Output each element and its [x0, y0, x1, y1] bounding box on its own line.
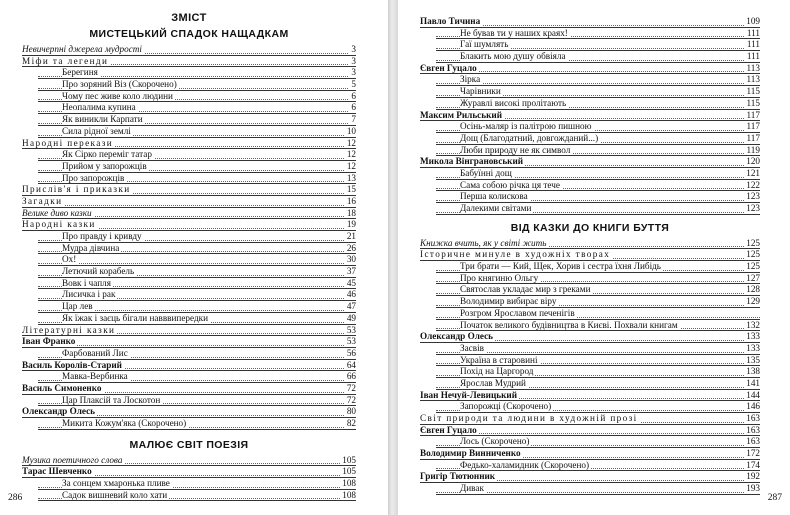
toc-entry-title: Дивак: [460, 483, 484, 494]
toc-entry: [436, 273, 760, 285]
toc-entry: [436, 86, 760, 98]
toc-entry: [436, 284, 760, 296]
toc-entry: [436, 460, 760, 472]
toc-entry: [436, 261, 760, 273]
toc-entry-title: Літературні казки: [22, 324, 116, 335]
toc-entry-page: 64: [346, 359, 356, 370]
toc-entry-heading: [420, 425, 760, 437]
toc-entry-heading: [420, 390, 760, 402]
toc-entry-heading: [22, 360, 356, 372]
right-page: [398, 0, 790, 515]
toc-entry: [436, 355, 760, 367]
toc-entry: [38, 254, 356, 266]
toc-entry-page: 122: [746, 179, 760, 190]
toc-entry: [38, 371, 356, 383]
toc-entry-title: Похід на Царгород: [460, 366, 534, 377]
toc-entry-title: За сонцем хмаронька пливе: [62, 478, 170, 489]
toc-entry: [436, 436, 760, 448]
toc-entry-title: Максим Рильський: [420, 109, 502, 120]
toc-entry-page: 15: [346, 184, 356, 195]
toc-entry: [436, 168, 760, 180]
toc-entry-page: 47: [346, 301, 356, 312]
toc-entry-heading: [22, 455, 356, 467]
toc-entry-page: 30: [346, 254, 356, 265]
toc-entry-page: 125: [746, 249, 760, 260]
toc-entry-title: Прислів'я і приказки: [22, 184, 131, 195]
toc-entry-page: 56: [346, 347, 356, 358]
toc-entry-page: 109: [746, 16, 760, 26]
section-title-heritage: МИСТЕЦЬКИЙ СПАДОК НАЩАДКАМ: [89, 28, 289, 40]
left-page: [0, 0, 388, 515]
toc-entry-title: Як їжак і заєць бігали навввипередки: [62, 312, 209, 323]
toc-entry-page: 105: [342, 454, 356, 465]
toc-entry-page: 163: [746, 424, 760, 435]
toc-entry-page: 144: [746, 389, 760, 400]
toc-entry-title: Григір Тютюнник: [420, 471, 496, 482]
toc-entry-page: 163: [746, 436, 760, 447]
toc-entry-title: Берегиня: [62, 67, 98, 78]
toc-entry-title: Далекими світами: [460, 203, 532, 213]
toc-entry-title: Про княгиню Ольгу: [460, 272, 539, 283]
toc-entry: [436, 401, 760, 413]
toc-entry-title: Гаї шумлять: [460, 39, 509, 50]
toc-entry: [38, 266, 356, 278]
toc-entry: [436, 483, 760, 495]
toc-list-heritage: [22, 44, 356, 430]
toc-entry-page: 113: [746, 74, 760, 85]
toc-entry: [436, 121, 760, 133]
toc-entry: [38, 231, 356, 243]
book-gutter: [388, 0, 398, 515]
toc-entry-page: 3: [351, 67, 356, 78]
toc-entry-title: Засвів: [460, 342, 484, 353]
toc-entry-heading: [22, 44, 356, 56]
toc-entry-title: Розгром Ярославом печенігів: [460, 307, 575, 318]
toc-entry-heading: [22, 325, 356, 337]
toc-entry-title: Цар Плаксій та Лоскотон: [62, 394, 161, 405]
right-toc: [420, 16, 760, 495]
toc-entry-page: 125: [746, 237, 760, 248]
toc-entry: [436, 378, 760, 390]
toc-entry-page: 119: [746, 144, 760, 155]
toc-entry-heading: [420, 448, 760, 460]
toc-entry-title: Невичерпні джерела мудрості: [22, 44, 142, 54]
toc-entry-page: 141: [746, 377, 760, 388]
toc-entry: [38, 173, 356, 185]
toc-entry: [436, 343, 760, 355]
toc-entry-title: Бабуїнні дощ: [460, 167, 512, 178]
toc-entry-title: Ох!: [62, 254, 77, 265]
toc-entry-title: Іван Франко: [22, 336, 76, 347]
toc-entry-title: Володимир вибирає віру: [460, 296, 557, 307]
toc-entry-title: Загадки: [22, 195, 63, 206]
toc-entry-heading: [420, 238, 760, 250]
toc-entry: [38, 114, 356, 126]
dot-leader: [436, 83, 760, 84]
toc-entry-page: 6: [351, 90, 356, 101]
toc-entry-page: 123: [746, 191, 760, 202]
toc-entry-title: Міфи та легенди: [22, 55, 109, 66]
toc-entry-title: Музика поетичного слова: [22, 454, 123, 465]
toc-entry-page: 26: [346, 242, 356, 253]
section-title-tale-to-book: ВІД КАЗКИ ДО КНИГИ БУТТЯ: [510, 221, 670, 234]
toc-entry-title: Летючий корабель: [62, 266, 135, 277]
toc-entry-page: 72: [346, 382, 356, 393]
toc-entry-title: Три брати — Кий, Щек, Хорив і сестра їхня Либідь: [460, 261, 661, 272]
toc-entry-page: 146: [746, 401, 760, 412]
toc-entry-title: Як виникли Карпати: [62, 114, 143, 125]
toc-entry-title: Як Сірко переміг татар: [62, 149, 152, 160]
toc-entry-title: Тарас Шевченко: [22, 466, 92, 477]
toc-entry-title: Запорожці (Скорочено): [460, 401, 552, 412]
toc-entry-heading: [420, 331, 760, 343]
toc-entry-page: 117: [746, 132, 760, 143]
toc-entry-page: 117: [746, 121, 760, 132]
toc-entry-page: 115: [746, 86, 760, 97]
toc-entry-heading: [22, 56, 356, 68]
toc-entry-title: Перша колискова: [460, 191, 528, 202]
toc-entry-page: 72: [346, 394, 356, 405]
toc-entry-page: 192: [746, 471, 760, 482]
toc-entry-title: Павло Тичина: [420, 16, 481, 26]
toc-entry-title: Володимир Винниченко: [420, 448, 521, 459]
toc-entry: [38, 395, 356, 407]
toc-entry: [38, 278, 356, 290]
toc-entry-page: 12: [346, 137, 356, 148]
toc-entry-heading: [420, 156, 760, 168]
toc-entry: [436, 320, 760, 332]
toc-entry: [436, 133, 760, 145]
toc-entry-page: 132: [746, 319, 760, 330]
toc-entry-page: 82: [346, 418, 356, 428]
toc-list-poetry: [22, 455, 356, 502]
toc-entry: [38, 161, 356, 173]
toc-entry: [38, 289, 356, 301]
toc-entry-page: 105: [342, 466, 356, 477]
toc-entry-title: Велике диво казки: [22, 207, 92, 218]
toc-entry: [38, 301, 356, 313]
toc-entry: [436, 180, 760, 192]
toc-entry-title: Дощ (Благодатний, довгожданий...): [460, 132, 599, 143]
toc-entry-title: Осінь-маляр із палітрою пишною: [460, 121, 592, 132]
toc-entry-page: 163: [746, 413, 760, 423]
toc-entry-title: Чарівники: [460, 86, 501, 97]
toc-entry-title: Євген Гуцало: [420, 424, 477, 435]
toc-entry-title: Початок великого будівництва в Києві. Похвали книгам: [460, 319, 678, 330]
toc-entry-page: 111: [746, 27, 760, 38]
toc-entry-page: 80: [346, 406, 356, 417]
dot-leader: [38, 263, 356, 264]
toc-entry-title: Україна в старовині: [460, 354, 538, 365]
page-number-left: 286: [8, 493, 23, 503]
toc-entry-page: 21: [346, 231, 356, 241]
toc-entry-title: Олександр Олесь: [420, 331, 494, 342]
toc-entry-page: 127: [746, 272, 760, 283]
section-title-poetry: МАЛЮЄ СВІТ ПОЕЗІЯ: [129, 438, 249, 451]
toc-entry-title: Історичне минуле в художніх творах: [420, 249, 611, 260]
toc-entry: [436, 28, 760, 40]
toc-entry-title: Чому пес живе коло людини: [62, 90, 173, 101]
toc-entry-title: Вовк і чапля: [62, 277, 111, 288]
toc-entry-title: Світ природи та людини в художній прозі: [420, 413, 638, 423]
toc-entry-page: 7: [351, 114, 356, 125]
toc-entry: [38, 418, 356, 430]
toc-list-poetry-continued: [420, 16, 760, 215]
toc-entry-title: Олександр Олесь: [22, 406, 96, 417]
toc-entry: [436, 191, 760, 203]
dot-leader: [22, 205, 356, 206]
toc-entry: [38, 243, 356, 255]
toc-entry: [38, 149, 356, 161]
toc-entry-page: 128: [746, 284, 760, 295]
toc-entry-title: Про зоряний Віз (Скорочено): [62, 79, 177, 90]
toc-entry-page: 133: [746, 342, 760, 353]
toc-entry-title: Микола Вінграновський: [420, 156, 524, 167]
toc-entry-page: 10: [346, 125, 356, 136]
toc-entry: [38, 79, 356, 91]
toc-entry-page: 13: [346, 172, 356, 183]
toc-entry: [38, 91, 356, 103]
toc-entry-heading: [22, 406, 356, 418]
toc-entry-page: 193: [746, 483, 760, 494]
toc-entry-title: Мавка-Вербинка: [62, 371, 128, 382]
toc-entry-title: Лисичка і рак: [62, 289, 116, 300]
toc-entry-page: 3: [351, 44, 356, 54]
toc-entry-title: Народні перекази: [22, 137, 114, 148]
toc-entry-page: 53: [346, 324, 356, 335]
toc-entry-page: 12: [346, 160, 356, 171]
toc-entry-page: 18: [346, 207, 356, 218]
toc-entry-title: Журавлі високі пролітають: [460, 97, 567, 108]
toc-entry-page: 125: [746, 261, 760, 272]
toc-entry-page: 123: [746, 203, 760, 213]
toc-entry-page: 129: [746, 296, 760, 307]
toc-entry-title: Садок вишневий коло хати: [62, 489, 168, 500]
toc-entry-title: Лось (Скорочено): [460, 436, 530, 447]
toc-entry-page: 46: [346, 289, 356, 300]
toc-entry-title: Василь Симоненко: [22, 382, 102, 393]
toc-entry-heading: [22, 196, 356, 208]
toc-entry-page: 121: [746, 167, 760, 178]
toc-entry: [38, 490, 356, 502]
toc-entry-heading: [420, 249, 760, 261]
toc-entry: [38, 478, 356, 490]
toc-entry-page: 138: [746, 366, 760, 377]
toc-entry-page: 108: [342, 489, 356, 500]
toc-entry-page: 115: [746, 97, 760, 108]
toc-entry-heading: [22, 138, 356, 150]
toc-entry-page: 111: [746, 51, 760, 62]
toc-entry-page: 45: [346, 277, 356, 288]
toc-entry-title: Іван Нечуй-Левицький: [420, 389, 517, 400]
toc-entry-title: Блакить мою душу обвіяла: [460, 51, 566, 62]
toc-entry-page: 135: [746, 354, 760, 365]
toc-entry-title: Василь Королів-Старий: [22, 359, 122, 370]
toc-entry-page: 5: [351, 79, 356, 90]
toc-entry-heading: [22, 466, 356, 478]
toc-entry-heading: [420, 110, 760, 122]
toc-entry: [436, 74, 760, 86]
page-number-right: 287: [767, 493, 782, 503]
toc-entry: [38, 348, 356, 360]
toc-entry-title: Микита Кожум'яка (Скорочено): [62, 418, 187, 428]
toc-entry-page: 49: [346, 312, 356, 323]
toc-entry-heading: [22, 383, 356, 395]
toc-entry-title: Книжка вчить, як у світі жить: [420, 237, 547, 248]
toc-entry-page: 113: [746, 62, 760, 73]
toc-entry: [38, 126, 356, 138]
toc-entry-page: 120: [746, 156, 760, 167]
toc-entry-title: Неопалима купина: [62, 102, 136, 113]
toc-entry-page: 117: [746, 109, 760, 120]
toc-entry-title: Не бував ти у наших краях!: [460, 27, 568, 38]
toc-entry-title: Євген Гуцало: [420, 62, 477, 73]
toc-entry-page: 66: [346, 371, 356, 382]
toc-entry-heading: [420, 16, 760, 28]
toc-list-tale-to-book: [420, 238, 760, 495]
toc-entry-title: Цар лев: [62, 301, 93, 312]
toc-entry-heading: [22, 208, 356, 220]
toc-entry-title: Люби природу не як символ: [460, 144, 571, 155]
toc-entry: [436, 51, 760, 63]
toc-entry-title: Федько-халамидник (Скорочено): [460, 459, 590, 470]
toc-entry-heading: [22, 219, 356, 231]
toc-entry-page: 6: [351, 102, 356, 113]
toc-entry-page: 12: [346, 149, 356, 160]
toc-entry: [38, 67, 356, 79]
toc-entry: [436, 308, 760, 320]
left-toc: [22, 12, 356, 501]
toc-entry: [436, 98, 760, 110]
toc-entry-page: 174: [746, 459, 760, 470]
toc-entry: [436, 39, 760, 51]
toc-entry-heading: [420, 63, 760, 75]
toc-entry: [38, 313, 356, 325]
toc-title: ЗМІСТ: [171, 12, 207, 24]
toc-entry-page: 19: [346, 219, 356, 230]
toc-entry-title: Прийом у запорожців: [62, 160, 147, 171]
toc-entry-heading: [22, 184, 356, 196]
toc-entry: [436, 203, 760, 215]
toc-entry: [436, 296, 760, 308]
toc-entry: [436, 145, 760, 157]
toc-entry-page: 108: [342, 478, 356, 489]
toc-entry-page: 172: [746, 448, 760, 459]
toc-entry-heading: [22, 336, 356, 348]
toc-entry-page: 3: [351, 55, 356, 66]
toc-entry-title: Святослав укладає мир з греками: [460, 284, 591, 295]
toc-entry-page: 16: [346, 195, 356, 206]
toc-entry-page: 133: [746, 331, 760, 342]
toc-entry: [436, 366, 760, 378]
toc-entry-page: 111: [746, 39, 760, 50]
toc-entry-title: Фарбований Лис: [62, 347, 128, 358]
toc-entry: [38, 102, 356, 114]
toc-entry-page: 37: [346, 266, 356, 277]
toc-entry-title: Про запорожців: [62, 172, 125, 183]
toc-entry-title: Ярослав Мудрий: [460, 377, 526, 388]
toc-entry-title: Сама собою річка ця тече: [460, 179, 560, 190]
toc-entry-title: Зірка: [460, 74, 481, 85]
toc-entry-title: Мудра дівчина: [62, 242, 120, 253]
toc-entry-title: Про правду і кривду: [62, 231, 142, 241]
toc-entry-title: Народні казки: [22, 219, 96, 230]
toc-entry-heading: [420, 413, 760, 425]
toc-entry-title: Сила рідної землі: [62, 125, 131, 136]
toc-entry-heading: [420, 471, 760, 483]
toc-entry-page: 53: [346, 336, 356, 347]
